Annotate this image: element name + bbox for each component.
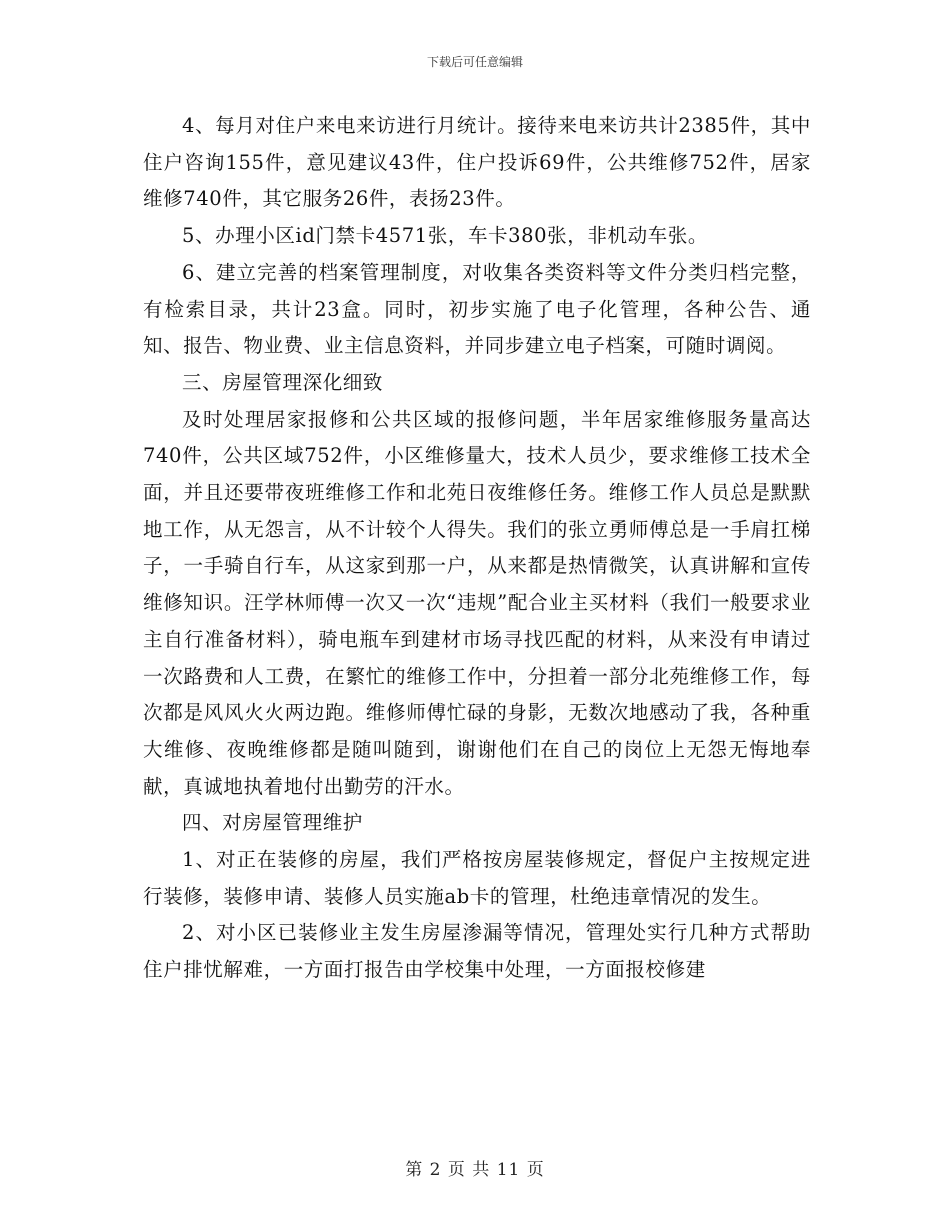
paragraph-repair-work: 及时处理居家报修和公共区域的报修问题，半年居家维修服务量高达740件，公共区域752件，小区维修量大，技术人员少，要求维修工技术全面，并且还要带夜班维修工作和北苑日夜维修任务。维修工作人员总是默默地工作，从无怨言，从不计较个人得失。我们的张立勇师傅总是一手肩扛梯子，一手骑自行车，从这家到那一户，从来都是热情微笑，认真讲解和宣传维修知识。汪学林师傅一次又一次“违规”配合业主买材料（我们一般要求业主自行准备材料），骑电瓶车到建材市场寻找匹配的材料，从来没有申请过一次路费和人工费，在繁忙的维修工作中，分担着一部分北苑维修工作，每次都是风风火火两边跑。维修师傅忙碌的身影，无数次地感动了我，各种重大维修、夜晚维修都是随叫随到，谢谢他们在自己的岗位上无怨无悔地奉献，真诚地执着地付出勤劳的汗水。 xyxy=(143,407,811,798)
document-body xyxy=(143,108,811,989)
paragraph-item-2-leakage: 2、对小区已装修业主发生房屋渗漏等情况，管理处实行几种方式帮助住户排忧解难，一方面打报告由学校集中处理，一方面报校修建 xyxy=(143,921,811,982)
page-header: 下载后可任意编辑 xyxy=(426,55,523,69)
page-footer: 第 2 页 共 11 页 xyxy=(405,1160,545,1180)
paragraph-item-1-renovation: 1、对正在装修的房屋，我们严格按房屋装修规定，督促户主按规定进行装修，装修申请、装修人员实施ab卡的管理，杜绝违章情况的发生。 xyxy=(143,848,811,908)
paragraph-item-5-access-cards: 5、办理小区id门禁卡4571张，车卡380张，非机动车张。 xyxy=(182,224,708,248)
paragraph-item-4-statistics: 4、每月对住户来电来访进行月统计。接待来电来访共计2385件，其中住户咨询155件，意见建议43件，住户投诉69件，公共维修752件，居家维修740件，其它服务26件，表扬23件。 xyxy=(143,114,811,211)
paragraph-item-6-archives: 6、建立完善的档案管理制度，对收集各类资料等文件分类归档完整，有检索目录，共计23盒。同时，初步实施了电子化管理，各种公告、通知、报告、物业费、业主信息资料，并同步建立电子档案，可随时调阅。 xyxy=(143,260,811,358)
section-heading-housing-management: 三、房屋管理深化细致 xyxy=(182,370,384,394)
section-heading-housing-maintenance: 四、对房屋管理维护 xyxy=(182,811,363,835)
